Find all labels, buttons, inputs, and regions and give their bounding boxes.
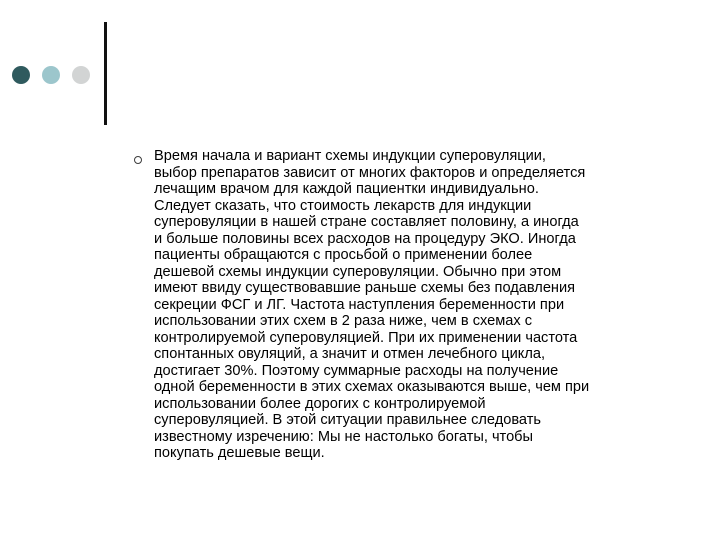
circle-bullet-icon — [134, 156, 142, 164]
vertical-divider — [104, 22, 107, 125]
decor-dot-gray — [72, 66, 90, 84]
decor-dot-dark — [12, 66, 30, 84]
decor-dot-light-blue — [42, 66, 60, 84]
body-paragraph: Время начала и вариант схемы индукции суперовуляции, выбор препаратов зависит от многих факторов и определяется лечащим врачом для каждой пациентки индивидуально. Следует сказать, что стоимость лекарств для индукции суперовуляции в нашей стране составляет половину, а иногда и больше половины всех расходов на процедуру ЭКО. Иногда пациенты обращаются с просьбой о применении более дешевой схемы индукции суперовуляции. Обычно при этом имеют ввиду существовавшие раньше схемы без подавления секреции ФСГ и ЛГ. Частота наступления беременности при использовании этих схем в 2 раза ниже, чем в схемах с контролируемой суперовуляцией. При их применении частота спонтанных овуляций, а значит и отмен лечебного цикла, достигает 30%. Поэтому суммарные расходы на получение одной беременности в этих схемах оказываются выше, чем при использовании более дорогих с контролируемой суперовуляцией. В этой ситуации правильнее следовать известному изречению: Мы не настолько богаты, чтобы покупать дешевые вещи. — [154, 148, 590, 461]
